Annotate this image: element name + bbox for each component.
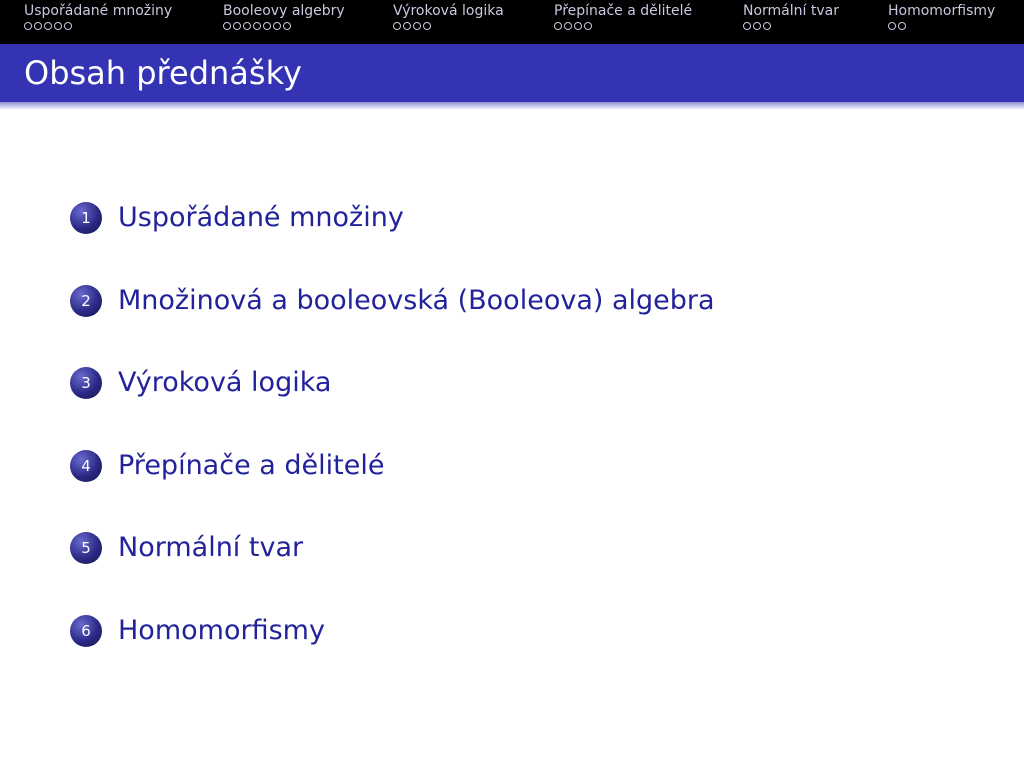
toc-number-ball: 5 bbox=[70, 532, 102, 564]
toc-number-ball: 1 bbox=[70, 202, 102, 234]
nav-frame-dot[interactable] bbox=[423, 22, 431, 30]
nav-section-label[interactable]: Booleovy algebry bbox=[223, 3, 345, 19]
toc-item-label[interactable]: Výroková logika bbox=[118, 367, 332, 398]
nav-section-label[interactable]: Normální tvar bbox=[743, 3, 839, 19]
nav-frame-dot[interactable] bbox=[233, 22, 241, 30]
toc-item-label[interactable]: Množinová a booleovská (Booleova) algebra bbox=[118, 285, 715, 316]
nav-frame-dot[interactable] bbox=[743, 22, 751, 30]
toc-item-1[interactable] bbox=[70, 200, 404, 236]
nav-frame-dot[interactable] bbox=[263, 22, 271, 30]
toc-item-label[interactable]: Homomorfismy bbox=[118, 615, 325, 646]
nav-section-dots bbox=[393, 22, 504, 30]
nav-frame-dot[interactable] bbox=[243, 22, 251, 30]
nav-frame-dot[interactable] bbox=[753, 22, 761, 30]
title-bar-shadow bbox=[0, 102, 1024, 110]
nav-section-dots bbox=[888, 22, 995, 30]
toc-item-3[interactable] bbox=[70, 365, 331, 401]
nav-frame-dot[interactable] bbox=[54, 22, 62, 30]
nav-frame-dot[interactable] bbox=[44, 22, 52, 30]
nav-frame-dot[interactable] bbox=[283, 22, 291, 30]
nav-section-4[interactable] bbox=[554, 2, 692, 30]
toc-number-ball: 3 bbox=[70, 367, 102, 399]
toc-item-4[interactable] bbox=[70, 448, 384, 484]
nav-frame-dot[interactable] bbox=[564, 22, 572, 30]
nav-section-2[interactable] bbox=[223, 2, 345, 30]
toc-item-label[interactable]: Uspořádané množiny bbox=[118, 202, 404, 233]
nav-frame-dot[interactable] bbox=[34, 22, 42, 30]
nav-frame-dot[interactable] bbox=[898, 22, 906, 30]
nav-frame-dot[interactable] bbox=[584, 22, 592, 30]
nav-frame-dot[interactable] bbox=[273, 22, 281, 30]
nav-section-label[interactable]: Uspořádané množiny bbox=[24, 3, 173, 19]
nav-frame-dot[interactable] bbox=[403, 22, 411, 30]
nav-section-1[interactable] bbox=[24, 2, 172, 30]
toc-item-label[interactable]: Normální tvar bbox=[118, 532, 304, 563]
section-navigation-bar bbox=[0, 0, 1024, 44]
toc-item-label[interactable]: Přepínače a dělitelé bbox=[118, 450, 385, 481]
nav-frame-dot[interactable] bbox=[413, 22, 421, 30]
nav-frame-dot[interactable] bbox=[888, 22, 896, 30]
nav-frame-dot[interactable] bbox=[223, 22, 231, 30]
nav-section-dots bbox=[223, 22, 345, 30]
toc-number-ball: 2 bbox=[70, 285, 102, 317]
nav-frame-dot[interactable] bbox=[763, 22, 771, 30]
nav-section-dots bbox=[743, 22, 839, 30]
nav-frame-dot[interactable] bbox=[253, 22, 261, 30]
nav-section-6[interactable] bbox=[888, 2, 995, 30]
toc-item-2[interactable] bbox=[70, 283, 715, 319]
nav-section-5[interactable] bbox=[743, 2, 839, 30]
nav-frame-dot[interactable] bbox=[24, 22, 32, 30]
nav-section-dots bbox=[24, 22, 172, 30]
nav-frame-dot[interactable] bbox=[554, 22, 562, 30]
slide-title: Obsah přednášky bbox=[24, 54, 302, 92]
nav-frame-dot[interactable] bbox=[574, 22, 582, 30]
nav-section-dots bbox=[554, 22, 692, 30]
toc-number-ball: 6 bbox=[70, 615, 102, 647]
toc-item-5[interactable] bbox=[70, 530, 303, 566]
nav-section-3[interactable] bbox=[393, 2, 504, 30]
nav-section-label[interactable]: Přepínače a dělitelé bbox=[554, 3, 693, 19]
nav-section-label[interactable]: Výroková logika bbox=[393, 3, 504, 19]
toc-item-6[interactable] bbox=[70, 613, 325, 649]
nav-section-label[interactable]: Homomorfismy bbox=[888, 3, 996, 19]
toc-number-ball: 4 bbox=[70, 450, 102, 482]
nav-frame-dot[interactable] bbox=[64, 22, 72, 30]
nav-frame-dot[interactable] bbox=[393, 22, 401, 30]
